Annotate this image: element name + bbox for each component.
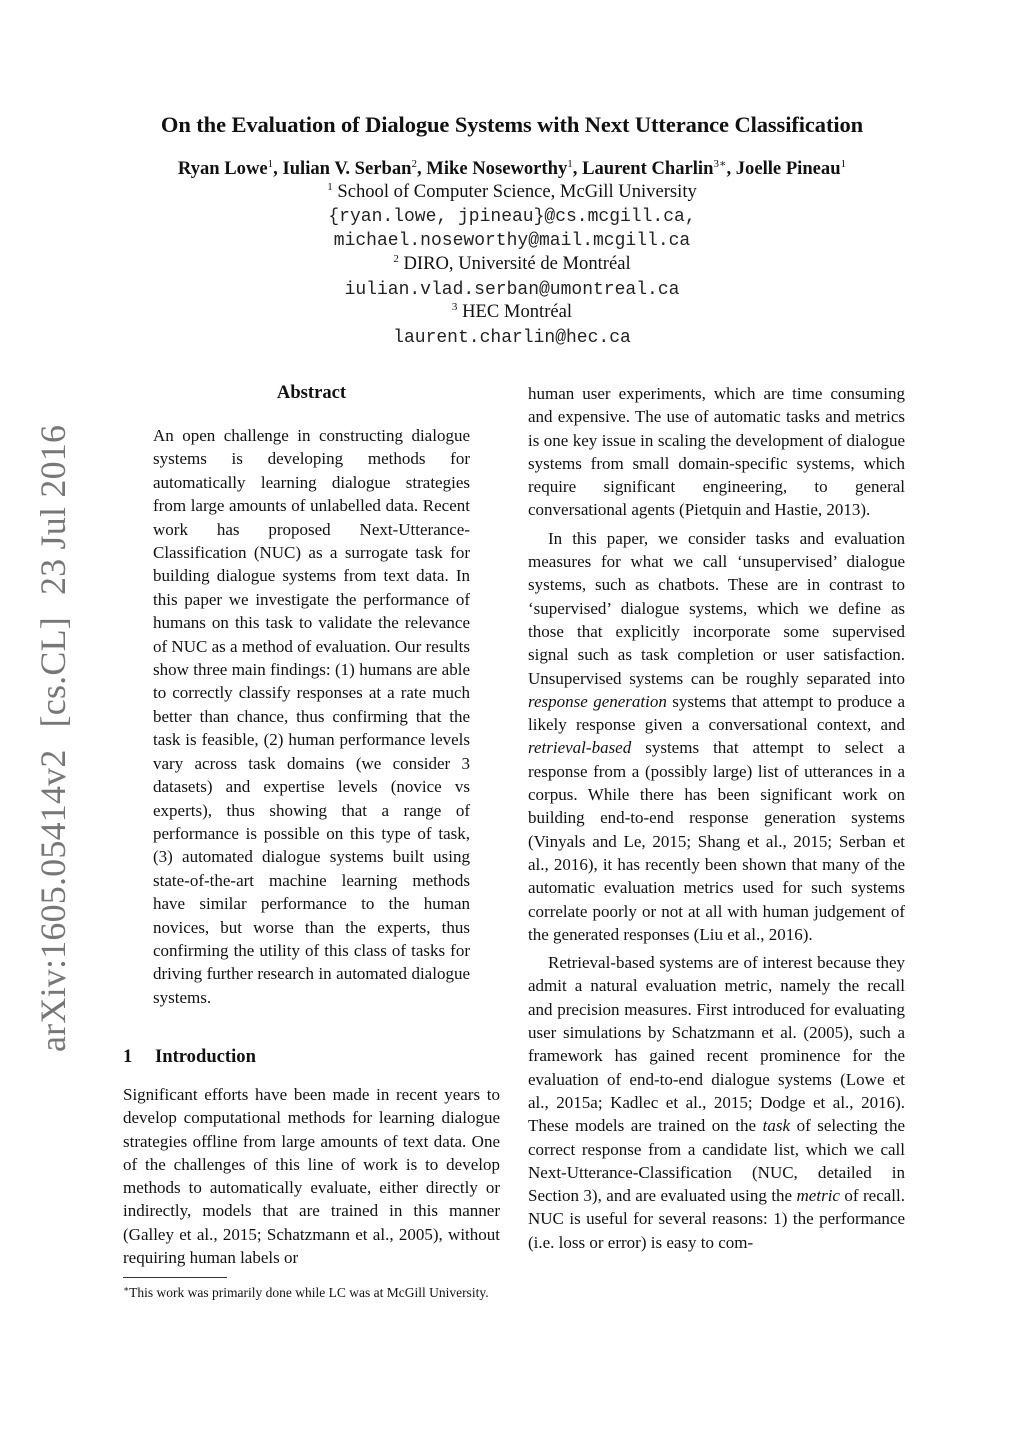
- affiliation-name: DIRO, Université de Montréal: [403, 253, 631, 274]
- affiliation-mark: 2: [393, 253, 399, 265]
- footnote-text: This work was primarily done while LC was at McGill University.: [129, 1285, 489, 1300]
- author-name: Ryan Lowe: [177, 158, 268, 179]
- email-line: iulian.vlad.serban@umontreal.ca: [344, 280, 680, 300]
- paragraph-text: of recall. NUC is useful for several reasons: 1) the performance (i.e. loss or error) is easy to com-: [528, 1186, 906, 1252]
- email-line: laurent.charlin@hec.ca: [393, 328, 631, 348]
- paragraph-text: systems that attempt to produce a likely response given a conversational context, and: [528, 691, 905, 735]
- footnote: [123, 1281, 500, 1301]
- introduction-text: Significant efforts have been made in recent years to develop computational methods for learning dialogue strategies offline from large amounts of text data. One of the challenges of this line of work is to develop methods to automatically evaluate, either directly or indirectly, models that are trained in this manner (Galley et al., 2015; Schatzmann et al., 2005), without requiring human labels or: [123, 1085, 500, 1268]
- author-mark: 1: [840, 158, 847, 170]
- affiliation: [0, 181, 1024, 203]
- affiliation-name: HEC Montréal: [462, 301, 573, 322]
- author-name: Joelle Pineau: [735, 158, 841, 179]
- affiliation-mark: 1: [327, 181, 333, 193]
- author-mark: 3∗: [713, 158, 727, 170]
- affiliation: [0, 301, 1024, 323]
- author-name: Laurent Charlin: [582, 158, 714, 179]
- abstract-heading: Abstract: [276, 382, 347, 403]
- emphasis-text: response generation: [528, 691, 667, 711]
- paragraph: [528, 951, 905, 1254]
- author-name: Mike Noseworthy: [426, 158, 568, 179]
- arxiv-category: [cs.CL]: [33, 617, 73, 728]
- paper-title: On the Evaluation of Dialogue Systems with Next Utterance Classification: [160, 112, 864, 137]
- footnote-divider: [123, 1277, 227, 1278]
- affiliation-name: School of Computer Science, McGill University: [337, 181, 697, 202]
- email-line: {ryan.lowe, jpineau}@cs.mcgill.ca,: [328, 207, 696, 227]
- email-line: michael.noseworthy@mail.mcgill.ca: [333, 231, 691, 251]
- paragraph: [528, 382, 905, 522]
- affiliation-mark: 3: [451, 301, 458, 313]
- section-title: Introduction: [155, 1046, 256, 1067]
- emphasis-text: retrieval-based: [528, 738, 632, 758]
- section-number: 1: [123, 1046, 133, 1067]
- author-list: Ryan Lowe$^1$, Iulian V. Serban$^2$, Mike Noseworthy$^1$, Laurent Charlin$^{3∗}$, Joelle Pineau$^1$: [177, 158, 847, 179]
- arxiv-date: 23 Jul 2016: [33, 424, 73, 596]
- author-mark: 2: [411, 158, 417, 170]
- emphasis-text: task: [762, 1116, 791, 1136]
- paragraph-text: systems that attempt to select a response from a (possibly large) list of utterances in a corpus. While there has been significant work on building end-to-end response generation systems (Vinyals and Le, 2015; Shang et al., 2015; Serban et al., 2016), it has recently been shown that many of the automatic evaluation metrics used for such systems correlate poorly or not at all with human judgement of the generated responses (Liu et al., 2016).: [528, 738, 905, 944]
- author-mark: 1: [267, 158, 274, 170]
- paragraph-text: human user experiments, which are time consuming and expensive. The use of automatic tasks and metrics is one key issue in scaling the development of dialogue systems from small domain-specific systems, which require significant engineering, to general conversational agents (Pietquin and Hastie, 2013).: [528, 384, 905, 520]
- affiliation: [0, 253, 1024, 275]
- emphasis-text: metric: [796, 1186, 840, 1206]
- arxiv-stamp: [32, 403, 74, 1052]
- abstract-text: An open challenge in constructing dialogue systems is developing methods for automatically learning dialogue strategies from large amounts of unlabelled data. Recent work has proposed Next-Utterance-Classification (NUC) as a surrogate task for building dialogue systems from text data. In this paper we investigate the performance of humans on this task to validate the relevance of NUC as a method of evaluation. Our results show three main findings: (1) humans are able to correctly classify responses at a rate much better than chance, thus confirming that the task is feasible, (2) human performance levels vary across task domains (we consider 3 datasets) and expertise levels (novice vs experts), thus showing that a range of performance is possible on this type of task, (3) automated dialogue systems built using state-of-the-art machine learning methods have similar performance to the human novices, but worse than the experts, thus confirming the utility of this class of tasks for driving further research in automated dialogue systems.: [153, 426, 470, 1007]
- footnote-mark: ∗: [123, 1284, 130, 1294]
- paragraph-text: of selecting the correct response from a candidate list, which we call Next-Utterance-Classification (NUC, detailed in Section 3), and are evaluated using the: [528, 1116, 905, 1206]
- author-name: Iulian V. Serban: [282, 158, 412, 179]
- paragraph-text: Retrieval-based systems are of interest because they admit a natural evaluation metric, namely the recall and precision measures. First introduced for evaluating user simulations by Schatzmann et al. (2005), such a framework has gained recent prominence for the evaluation of end-to-end dialogue systems (Lowe et al., 2015a; Kadlec et al., 2015; Dodge et al., 2016). These models are trained on the: [528, 953, 905, 1136]
- arxiv-id: arXiv:1605.05414v2: [33, 749, 73, 1052]
- right-column: [528, 382, 905, 1254]
- author-mark: 1: [567, 158, 573, 170]
- section-heading: [123, 1046, 256, 1068]
- paragraph: [528, 527, 905, 946]
- paragraph-text: In this paper, we consider tasks and evaluation measures for what we call ‘unsupervised’ dialogue systems, such as chatbots. These are in contrast to ‘supervised’ dialogue systems, which we define as those that explicitly incorporate some supervised signal such as task completion or user satisfaction. Unsupervised systems can be roughly separated into: [528, 528, 905, 688]
